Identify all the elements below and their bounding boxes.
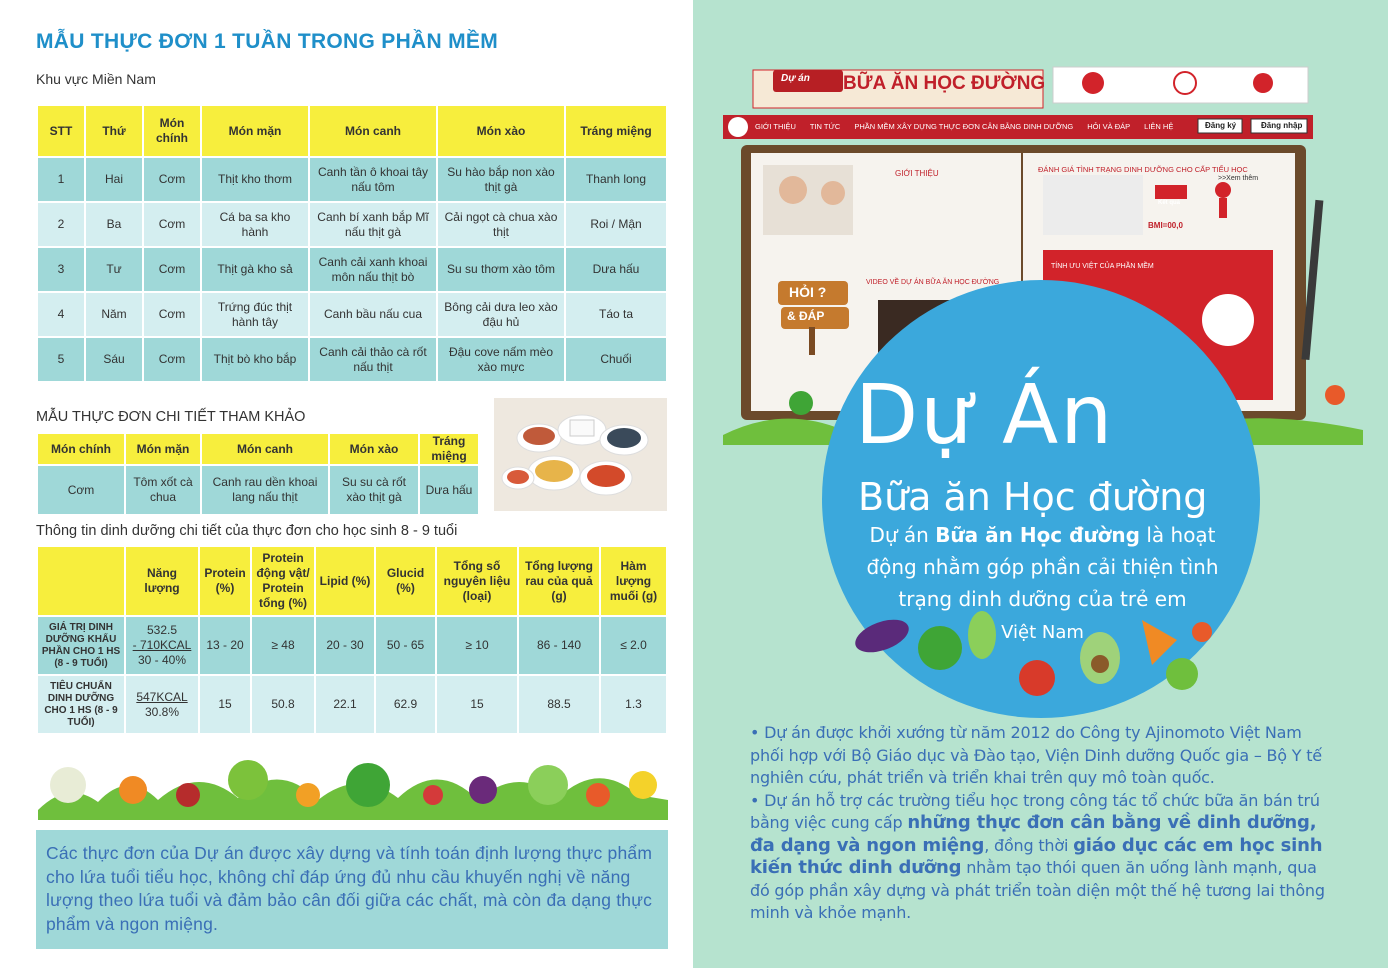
table-cell: Roi / Mận — [565, 202, 667, 247]
table-cell: Táo ta — [565, 292, 667, 337]
bullet-2-post: nhằm tạo thói quen ăn uống lành mạnh, qua đó góp phần xây dựng và phát triển toàn diện một thế hệ tương lai thông minh và khỏe mạnh. — [750, 858, 1325, 922]
col-header: STT — [37, 105, 85, 157]
col-header: Món xào — [329, 433, 419, 465]
table-cell: 62.9 — [375, 675, 436, 734]
nutrition-table — [36, 545, 668, 735]
table-cell: 5 — [37, 337, 85, 382]
table-cell: Cơm — [37, 465, 125, 515]
col-header: Tổng số nguyên liệu (loại) — [436, 546, 518, 616]
table-cell: Đậu cove nấm mèo xào mực — [437, 337, 565, 382]
page-title: MẪU THỰC ĐƠN 1 TUẦN TRONG PHẦN MỀM — [36, 30, 499, 53]
nav-item-news[interactable]: TIN TỨC — [809, 122, 841, 131]
table-row — [37, 616, 667, 675]
col-header: Protein động vật/ Protein tổng (%) — [251, 546, 315, 616]
table-cell: Cơm — [143, 292, 201, 337]
qa-sign-1: HỎI ? — [789, 284, 827, 300]
table-cell: Canh cải thảo cà rốt nấu thịt — [309, 337, 437, 382]
result-button[interactable]: Kết quả — [1158, 200, 1181, 206]
note-box: Các thực đơn của Dự án được xây dựng và tính toán định lượng thực phẩm cho lứa tuổi tiểu học, không chỉ đáp ứng đủ nhu cầu khuyến nghị về năng lượng theo lứa tuổi và đảm bảo cân đối giữa các chất, mà còn đa dạng thực phẩm và ngon miệng. — [36, 830, 668, 949]
energy-percent: 30.8% — [144, 704, 180, 719]
nav-item-contact[interactable]: LIÊN HỆ — [1144, 122, 1174, 131]
bullet-1: • Dự án được khởi xướng từ năm 2012 do Công ty Ajinomoto Việt Nam phối hợp với Bộ Giáo dục và Đào tạo, Viện Dinh dưỡng Quốc gia – Bộ Y tế nghiên cứu, phát triển và triển khai trên quy mô toàn quốc. — [750, 723, 1322, 787]
table-row — [37, 202, 667, 247]
table-cell: Thịt bò kho bắp — [201, 337, 309, 382]
col-header: Lipid (%) — [315, 546, 375, 616]
table-cell: 15 — [436, 675, 518, 734]
table-cell: Cơm — [143, 247, 201, 292]
table-cell: Năm — [85, 292, 143, 337]
bullet-2-pre: • Dự án hỗ trợ các trường tiểu học trong công tác tổ chức bữa ăn bán trú bằng việc cung cấp — [750, 790, 1320, 832]
login-button[interactable]: Đăng nhập — [1261, 121, 1303, 130]
col-header: Tráng miệng — [565, 105, 667, 157]
intro-label: GIỚI THIỆU — [895, 169, 939, 178]
see-more-link[interactable]: >>Xem thêm — [1218, 175, 1259, 182]
table-cell: Cải ngọt cà chua xào thịt — [437, 202, 565, 247]
table-cell: 88.5 — [518, 675, 600, 734]
hero-title-1: Dự Án — [855, 368, 1115, 463]
col-header: Tổng lượng rau của quả (g) — [518, 546, 600, 616]
col-header: Món mặn — [201, 105, 309, 157]
table-cell: Cơm — [143, 337, 201, 382]
table-cell: 1.3 — [600, 675, 667, 734]
table-cell: 13 - 20 — [199, 616, 251, 675]
hero-title-2: Bữa ăn Học đường — [858, 475, 1208, 519]
bullet-2-mid: , đồng thời — [984, 835, 1074, 855]
col-header: Món mặn — [125, 433, 201, 465]
table-cell: Chuối — [565, 337, 667, 382]
col-header: Thứ — [85, 105, 143, 157]
table-cell: 15 — [199, 675, 251, 734]
video-label: VIDEO VỀ DỰ ÁN BỮA ĂN HỌC ĐƯỜNG — [866, 279, 1000, 286]
table-cell: 1 — [37, 157, 85, 202]
table-cell: Dưa hấu — [565, 247, 667, 292]
col-header: Món chính — [37, 433, 125, 465]
detail-menu-title: MẪU THỰC ĐƠN CHI TIẾT THAM KHẢO — [36, 409, 306, 425]
col-header: Glucid (%) — [375, 546, 436, 616]
col-header: Năng lượng — [125, 546, 199, 616]
table-header-row — [37, 105, 667, 157]
table-cell: Canh bí xanh bắp Mĩ nấu thịt gà — [309, 202, 437, 247]
energy-value: 547KCAL — [136, 689, 188, 704]
nutrition-title: Thông tin dinh dưỡng chi tiết của thực đơn cho học sinh 8 - 9 tuổi — [36, 523, 458, 539]
energy-value: 532.5 — [146, 623, 178, 637]
site-title: BỮA ĂN HỌC ĐƯỜNG — [843, 73, 1046, 94]
table-cell: Cá ba sa kho hành — [201, 202, 309, 247]
table-cell: 86 - 140 — [518, 616, 600, 675]
table-cell: Thịt gà kho sả — [201, 247, 309, 292]
col-header — [37, 546, 125, 616]
hero-desc-end: Việt Nam — [1001, 622, 1084, 643]
col-header: Hàm lượng muối (g) — [600, 546, 667, 616]
table-cell: Thanh long — [565, 157, 667, 202]
table-cell: Ba — [85, 202, 143, 247]
table-cell: ≥ 10 — [436, 616, 518, 675]
hero-desc-pre: Dự án — [869, 523, 936, 547]
table-cell: Cơm — [143, 202, 201, 247]
table-cell: ≤ 2.0 — [600, 616, 667, 675]
vegetables-illustration — [38, 740, 668, 820]
energy-cell — [125, 616, 199, 675]
energy-cell — [125, 675, 199, 734]
table-header-row — [37, 433, 479, 465]
table-row — [37, 247, 667, 292]
bullet-2-bold-1: những thực đơn cân bằng về dinh dưỡng, đa dạng và ngon miệng — [750, 812, 1317, 856]
assess-label: ĐÁNH GIÁ TÌNH TRẠNG DINH DƯỠNG CHO CẤP TIỂU HỌC — [1038, 165, 1248, 174]
project-bullets — [750, 722, 1335, 925]
table-cell: 3 — [37, 247, 85, 292]
table-cell: 4 — [37, 292, 85, 337]
bullet-2 — [750, 790, 1335, 925]
energy-unit: - 710KCAL — [132, 638, 192, 652]
col-header: Món chính — [143, 105, 201, 157]
project-tag: Dự án — [781, 73, 810, 84]
meal-photo — [494, 398, 667, 511]
register-button[interactable]: Đăng ký — [1205, 121, 1237, 130]
table-cell: Canh bầu nấu cua — [309, 292, 437, 337]
hero-desc-bold: Bữa ăn Học đường — [935, 523, 1140, 547]
table-cell: Canh tần ô khoai tây nấu tôm — [309, 157, 437, 202]
table-cell: Canh cải xanh khoai môn nấu thịt bò — [309, 247, 437, 292]
table-cell: ≥ 48 — [251, 616, 315, 675]
nav-item-qa[interactable]: HỎI VÀ ĐÁP — [1087, 122, 1131, 131]
row-label: GIÁ TRỊ DINH DƯỠNG KHẨU PHẦN CHO 1 HS (8 - 9 TUỔI) — [37, 616, 125, 675]
table-cell: Su hào bắp non xào thịt gà — [437, 157, 565, 202]
bullet-2-bold-2: giáo dục các em học sinh kiến thức dinh dưỡng — [750, 834, 1323, 878]
table-cell: Tư — [85, 247, 143, 292]
table-row — [37, 675, 667, 734]
table-cell: Su su cà rốt xào thịt gà — [329, 465, 419, 515]
table-cell: Trứng đúc thịt hành tây — [201, 292, 309, 337]
features-label: TÍNH ƯU VIỆT CỦA PHẦN MỀM — [1051, 263, 1154, 270]
table-row — [37, 157, 667, 202]
detail-menu-table — [36, 432, 480, 516]
hero-desc-post: là hoạt động nhằm góp phần cải thiện tình trạng dinh dưỡng của trẻ em — [866, 523, 1219, 611]
site-nav — [755, 122, 1173, 134]
table-cell: 20 - 30 — [315, 616, 375, 675]
table-cell: 22.1 — [315, 675, 375, 734]
col-header: Protein (%) — [199, 546, 251, 616]
table-row — [37, 292, 667, 337]
qa-sign-2: & ĐÁP — [787, 309, 825, 323]
table-cell: Tôm xốt cà chua — [125, 465, 201, 515]
table-header-row — [37, 546, 667, 616]
table-cell: Canh rau dền khoai lang nấu thịt — [201, 465, 329, 515]
table-row — [37, 337, 667, 382]
table-cell: 50.8 — [251, 675, 315, 734]
bmi-value: BMI=00,0 — [1148, 221, 1183, 230]
nav-item-intro[interactable]: GIỚI THIỆU — [755, 122, 796, 131]
col-header: Món canh — [309, 105, 437, 157]
table-cell: Cơm — [143, 157, 201, 202]
table-cell: Bông cải dưa leo xào đậu hủ — [437, 292, 565, 337]
energy-percent: 30 - 40% — [137, 653, 187, 667]
col-header: Tráng miệng — [419, 433, 479, 465]
col-header: Món xào — [437, 105, 565, 157]
left-page — [0, 0, 693, 968]
row-label: TIÊU CHUẨN DINH DƯỠNG CHO 1 HS (8 - 9 TUỔI) — [37, 675, 125, 734]
table-cell: 2 — [37, 202, 85, 247]
table-cell: Hai — [85, 157, 143, 202]
table-row — [37, 465, 479, 515]
weekly-menu-table — [36, 104, 668, 383]
hero-description — [850, 519, 1235, 649]
table-cell: Su su thơm xào tôm — [437, 247, 565, 292]
nav-item-software[interactable]: PHẦN MỀM XÂY DỰNG THỰC ĐƠN CÂN BẰNG DINH DƯỠNG — [854, 122, 1074, 131]
table-cell: Dưa hấu — [419, 465, 479, 515]
table-cell: Thịt kho thơm — [201, 157, 309, 202]
table-cell: Sáu — [85, 337, 143, 382]
col-header: Món canh — [201, 433, 329, 465]
region-label: Khu vực Miền Nam — [36, 71, 156, 87]
table-cell: 50 - 65 — [375, 616, 436, 675]
